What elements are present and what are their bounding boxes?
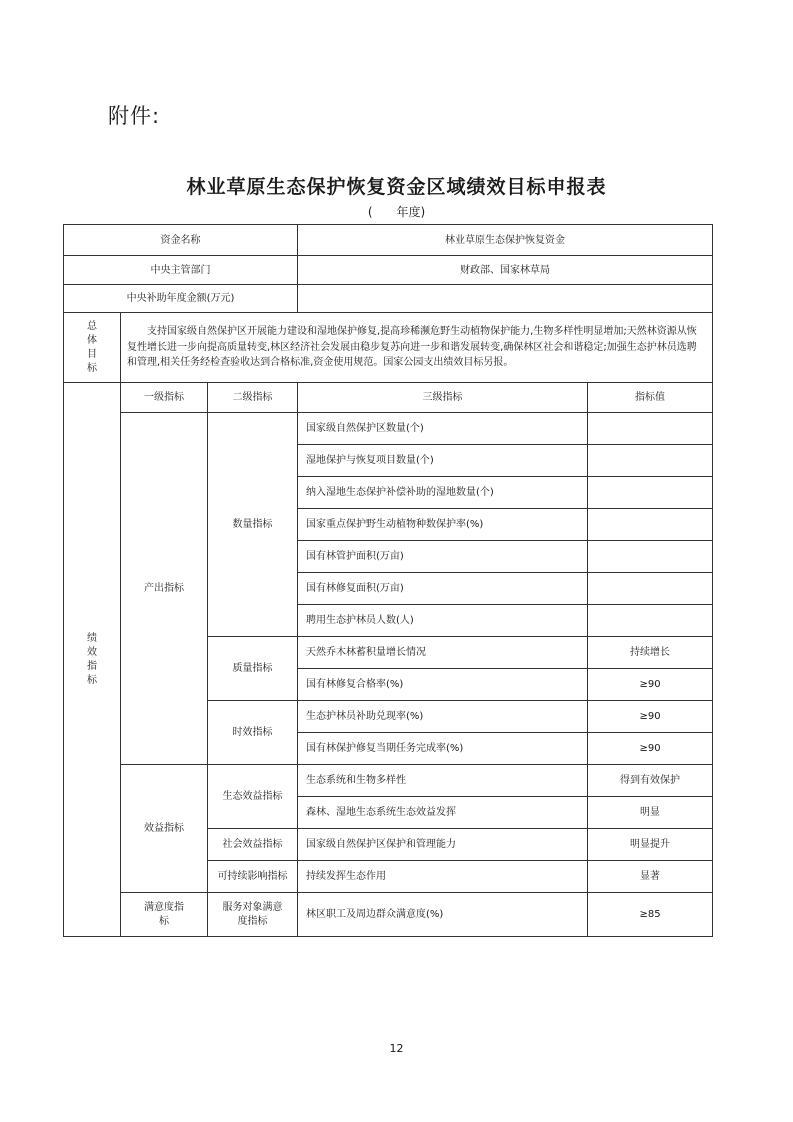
indicator-name: 国有林修复面积(万亩): [298, 573, 588, 605]
indicator-name: 国有林修复合格率(%): [298, 669, 588, 701]
indicator-name: 湿地保护与恢复项目数量(个): [298, 445, 588, 477]
level1-header: 一级指标: [121, 383, 208, 413]
indicator-value: [588, 509, 713, 541]
satisfaction-sub-label-cell: [208, 893, 298, 937]
eco-benefit-label: 生态效益指标: [208, 765, 298, 829]
indicator-value: 得到有效保护: [588, 765, 713, 797]
year-line: ( 年度): [367, 205, 426, 219]
value-header: 指标值: [588, 383, 713, 413]
indicator-value: 显著: [588, 861, 713, 893]
indicator-value: 持续增长: [588, 637, 713, 669]
level3-header: 三级指标: [298, 383, 588, 413]
quantity-label: 数量指标: [208, 413, 298, 637]
sustain-label: 可持续影响指标: [208, 861, 298, 893]
indicator-name: 持续发挥生态作用: [298, 861, 588, 893]
amount-row: [64, 285, 713, 313]
social-benefit-label: 社会效益指标: [208, 829, 298, 861]
benefit-label: 效益指标: [121, 765, 208, 893]
fund-name-row: [64, 225, 713, 256]
fund-name-value: 林业草原生态保护恢复资金: [298, 225, 713, 256]
indicator-value: [588, 445, 713, 477]
performance-label: 绩效指标: [87, 632, 97, 686]
satisfaction-label-text: 满意度指标: [144, 901, 184, 927]
indicator-name: 天然乔木林蓄积量增长情况: [298, 637, 588, 669]
indicator-value: [588, 413, 713, 445]
indicator-value: [588, 605, 713, 637]
amount-label: 中央补助年度金额(万元): [64, 285, 298, 313]
fund-name-label: 资金名称: [64, 225, 298, 256]
dept-label: 中央主管部门: [64, 256, 298, 285]
performance-target-table: [63, 224, 713, 937]
indicator-value: 明显: [588, 797, 713, 829]
indicator-name: 生态系统和生物多样性: [298, 765, 588, 797]
overall-goal-label-cell: [64, 313, 121, 383]
indicator-value: [588, 573, 713, 605]
timeliness-label: 时效指标: [208, 701, 298, 765]
indicator-value: [588, 477, 713, 509]
indicator-name: 林区职工及周边群众满意度(%): [298, 893, 588, 937]
page-number: 12: [389, 1042, 404, 1055]
indicator-name: 国有林管护面积(万亩): [298, 541, 588, 573]
indicator-name: 聘用生态护林员人数(人): [298, 605, 588, 637]
quality-label: 质量指标: [208, 637, 298, 701]
indicator-value: 明显提升: [588, 829, 713, 861]
table-row: [64, 413, 713, 445]
indicator-value: [588, 541, 713, 573]
indicator-value: ≥90: [588, 701, 713, 733]
indicator-name: 国家重点保护野生动植物种数保护率(%): [298, 509, 588, 541]
attachment-label: 附件:: [108, 104, 161, 128]
table-row: [64, 893, 713, 937]
indicator-value: ≥85: [588, 893, 713, 937]
satisfaction-label: [121, 893, 208, 937]
indicator-name: 国家级自然保护区保护和管理能力: [298, 829, 588, 861]
level2-header: 二级指标: [208, 383, 298, 413]
dept-value: 财政部、国家林草局: [298, 256, 713, 285]
indicator-name: 国有林保护修复当期任务完成率(%): [298, 733, 588, 765]
output-label: 产出指标: [121, 413, 208, 765]
indicator-name: 森林、湿地生态系统生态效益发挥: [298, 797, 588, 829]
table-row: [64, 765, 713, 797]
overall-goal-label: 总体目标: [87, 320, 97, 374]
performance-label-cell: [64, 383, 121, 937]
amount-value: [298, 285, 713, 313]
indicator-name: 国家级自然保护区数量(个): [298, 413, 588, 445]
satisfaction-sub-label: 服务对象满意度指标: [222, 901, 283, 927]
indicator-value: ≥90: [588, 669, 713, 701]
overall-goal-row: [64, 313, 713, 383]
column-header-row: [64, 383, 713, 413]
form-title: 林业草原生态保护恢复资金区域绩效目标申报表: [186, 176, 607, 198]
overall-goal-text: 支持国家级自然保护区开展能力建设和湿地保护修复,提高珍稀濒危野生动植物保护能力,生物多样性明显增加;天然林资源从恢复性增长进一步向提高质量转变,林区经济社会发展由稳步复苏向进一步和谐发展转变,确保林区社会和谐稳定;加强生态护林员选聘和管理,相关任务经检查验收达到合格标准,资金使用规范。国家公园支出绩效目标另报。: [121, 313, 713, 383]
dept-row: [64, 256, 713, 285]
indicator-name: 纳入湿地生态保护补偿补助的湿地数量(个): [298, 477, 588, 509]
indicator-name: 生态护林员补助兑现率(%): [298, 701, 588, 733]
indicator-value: ≥90: [588, 733, 713, 765]
